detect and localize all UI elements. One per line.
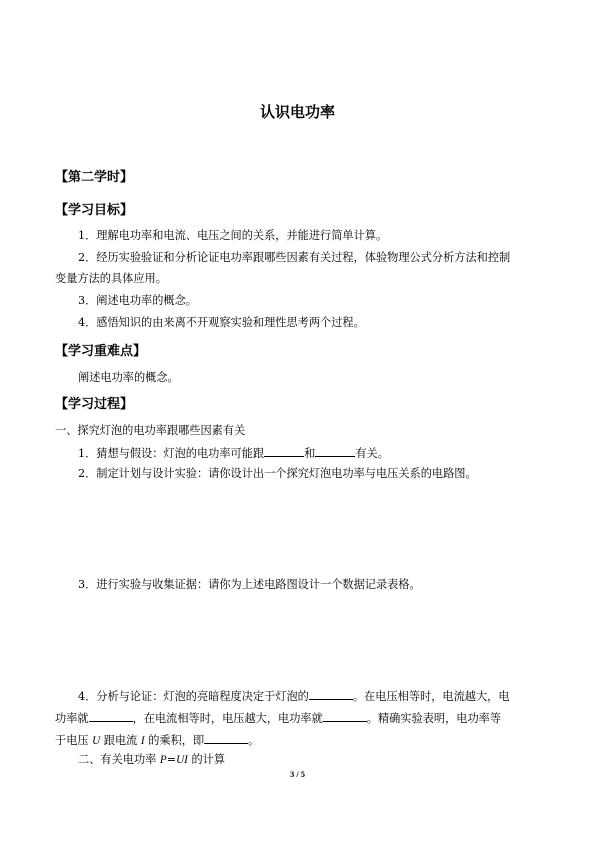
goal-3: 3．阐述电功率的概念。 — [78, 294, 197, 307]
goal-2-cont: 变量方法的具体应用。 — [55, 272, 167, 285]
part2-text-a: 二、有关电功率 — [78, 753, 160, 766]
answer-blank-2[interactable] — [315, 445, 355, 457]
item4-text-a: 4．分析与论证：灯泡的亮暗程度决定于灯泡的 — [78, 690, 309, 703]
process-item-2: 2．制定计划与设计实验：请你设计出一个探究灯泡电功率与电压关系的电路图。 — [78, 467, 477, 480]
answer-blank-5[interactable] — [323, 710, 367, 722]
symbol-u: U — [92, 735, 101, 747]
key-text: 阐述电功率的概念。 — [78, 371, 179, 384]
item4-text-e: 。精确实验表明，电功率等 — [366, 712, 502, 725]
item1-text-a: 1．猜想与假设：灯泡的电功率可能跟 — [78, 447, 265, 460]
answer-blank-4[interactable] — [89, 710, 133, 722]
page-title: 认识电功率 — [259, 103, 335, 121]
item4-text-b: 。在电压相等时，电流越大，电 — [352, 690, 510, 703]
goals-heading: 【学习目标】 — [55, 203, 134, 218]
key-heading: 【学习重难点】 — [55, 344, 147, 359]
process-part-2 — [78, 753, 225, 767]
goal-4: 4．感悟知识的由来离不开观察实验和理性思考两个过程。 — [78, 316, 365, 329]
symbol-i: I — [140, 735, 145, 747]
part2-text-b: 的计算 — [187, 753, 226, 766]
answer-blank-6[interactable] — [204, 732, 248, 744]
item4-text-d: ，在电流相等时，电压越大，电功率就 — [132, 712, 323, 725]
item4-text-f: 于电压 — [55, 734, 93, 747]
item4-text-i: 。 — [248, 734, 260, 747]
item1-text-c: 有关。 — [355, 447, 389, 460]
process-item-4-line-3 — [55, 732, 259, 748]
part2-equals: = — [166, 753, 177, 766]
item1-text-b: 和 — [304, 447, 316, 460]
goal-1: 1．理解电功率和电流、电压之间的关系，并能进行简单计算。 — [78, 229, 388, 242]
period-heading: 【第二学时】 — [55, 170, 134, 185]
process-heading: 【学习过程】 — [55, 397, 134, 412]
item4-text-c: 功率就 — [55, 712, 89, 725]
symbol-ui: UI — [176, 754, 188, 766]
goal-2: 2．经历实验验证和分析论证电功率跟哪些因素有关过程，体验物理公式分析方法和控制 — [78, 251, 511, 264]
process-item-1 — [78, 445, 389, 461]
process-item-4-line-2 — [55, 710, 501, 726]
symbol-p: P — [159, 754, 167, 766]
page-number: 3 / 5 — [289, 769, 306, 779]
item4-text-g: 跟电流 — [100, 734, 141, 747]
process-part-1: 一、探究灯泡的电功率跟哪些因素有关 — [55, 424, 246, 437]
process-item-3: 3．进行实验与收集证据：请你为上述电路图设计一个数据记录表格。 — [78, 578, 421, 591]
answer-blank-3[interactable] — [309, 688, 353, 700]
item4-text-h: 的乘积，即 — [144, 734, 205, 747]
answer-blank-1[interactable] — [264, 445, 304, 457]
process-item-4-line-1 — [78, 688, 510, 704]
